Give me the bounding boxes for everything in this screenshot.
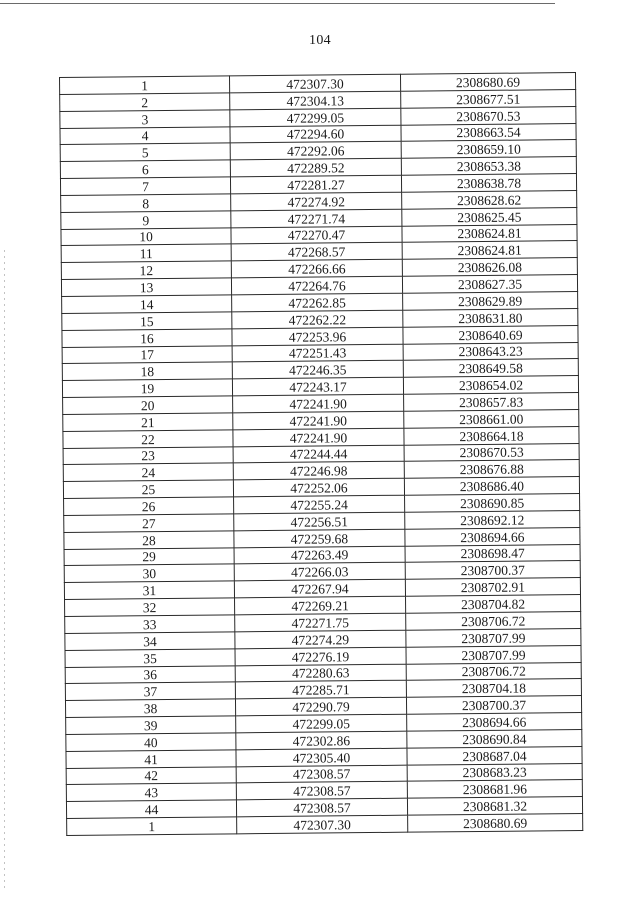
x-coordinate-cell: 472299.05 [230, 108, 401, 126]
page-number: 104 [309, 33, 331, 48]
point-number-cell: 17 [62, 345, 232, 363]
point-number-cell: 11 [61, 244, 231, 262]
point-number-cell: 37 [65, 682, 235, 700]
y-coordinate-cell: 2308704.82 [406, 595, 581, 614]
x-coordinate-cell: 472253.96 [232, 327, 403, 345]
x-coordinate-cell: 472307.30 [229, 74, 400, 92]
point-number-cell: 2 [60, 93, 230, 111]
x-coordinate-cell: 472274.92 [231, 192, 402, 210]
point-number-cell: 36 [65, 665, 235, 683]
x-coordinate-cell: 472285.71 [235, 681, 406, 699]
point-number-cell: 34 [65, 632, 235, 650]
x-coordinate-cell: 472241.90 [233, 411, 404, 429]
x-coordinate-cell: 472241.90 [233, 428, 404, 446]
y-coordinate-cell: 2308680.69 [400, 73, 575, 92]
point-number-cell: 8 [61, 194, 231, 212]
x-coordinate-cell: 472259.68 [234, 529, 405, 547]
x-coordinate-cell: 472246.35 [232, 361, 403, 379]
point-number-cell: 43 [66, 783, 236, 801]
x-coordinate-cell: 472289.52 [230, 158, 401, 176]
y-coordinate-cell: 2308629.89 [403, 292, 578, 311]
y-coordinate-cell: 2308640.69 [403, 325, 578, 344]
x-coordinate-cell: 472251.43 [232, 344, 403, 362]
point-number-cell: 29 [64, 547, 234, 565]
y-coordinate-cell: 2308659.10 [401, 140, 576, 159]
y-coordinate-cell: 2308649.58 [403, 359, 578, 378]
point-number-cell: 14 [62, 295, 232, 313]
x-coordinate-cell: 472307.30 [237, 815, 408, 833]
x-coordinate-cell: 472304.13 [230, 91, 401, 109]
scan-binding-edge [4, 250, 5, 890]
point-number-cell: 35 [65, 649, 235, 667]
point-number-cell: 23 [63, 446, 233, 464]
point-number-cell: 1 [67, 817, 237, 835]
point-number-cell: 39 [66, 716, 236, 734]
x-coordinate-cell: 472263.49 [234, 546, 405, 564]
y-coordinate-cell: 2308700.37 [405, 561, 580, 580]
y-coordinate-cell: 2308670.53 [404, 443, 579, 462]
x-coordinate-cell: 472305.40 [236, 748, 407, 766]
point-number-cell: 19 [62, 379, 232, 397]
point-number-cell: 9 [61, 211, 231, 229]
x-coordinate-cell: 472241.90 [233, 394, 404, 412]
y-coordinate-cell: 2308638.78 [401, 174, 576, 193]
point-number-cell: 21 [63, 413, 233, 431]
point-number-cell: 44 [66, 800, 236, 818]
point-number-cell: 7 [60, 177, 230, 195]
point-number-cell: 5 [60, 143, 230, 161]
x-coordinate-cell: 472246.98 [233, 462, 404, 480]
y-coordinate-cell: 2308704.18 [406, 679, 581, 698]
point-number-cell: 10 [61, 227, 231, 245]
y-coordinate-cell: 2308694.66 [405, 527, 580, 546]
y-coordinate-cell: 2308687.04 [407, 746, 582, 765]
x-coordinate-cell: 472276.19 [235, 647, 406, 665]
y-coordinate-cell: 2308690.85 [405, 494, 580, 513]
point-number-cell: 38 [65, 699, 235, 717]
point-number-cell: 33 [65, 615, 235, 633]
x-coordinate-cell: 472270.47 [231, 226, 402, 244]
point-number-cell: 32 [65, 598, 235, 616]
y-coordinate-cell: 2308625.45 [402, 207, 577, 226]
x-coordinate-cell: 472268.57 [231, 243, 402, 261]
y-coordinate-cell: 2308661.00 [404, 409, 579, 428]
point-number-cell: 31 [64, 581, 234, 599]
point-number-cell: 28 [64, 531, 234, 549]
y-coordinate-cell: 2308654.02 [403, 376, 578, 395]
y-coordinate-cell: 2308628.62 [402, 190, 577, 209]
coordinates-table-body [60, 73, 583, 836]
y-coordinate-cell: 2308670.53 [401, 106, 576, 125]
y-coordinate-cell: 2308706.72 [406, 662, 581, 681]
y-coordinate-cell: 2308700.37 [406, 696, 581, 715]
x-coordinate-cell: 472244.44 [233, 445, 404, 463]
point-number-cell: 1 [60, 76, 230, 94]
point-number-cell: 27 [64, 514, 234, 532]
x-coordinate-cell: 472308.57 [236, 765, 407, 783]
point-number-cell: 18 [62, 362, 232, 380]
x-coordinate-cell: 472294.60 [230, 125, 401, 143]
y-coordinate-cell: 2308681.32 [407, 797, 582, 816]
y-coordinate-cell: 2308653.38 [401, 157, 576, 176]
point-number-cell: 30 [64, 564, 234, 582]
x-coordinate-cell: 472302.86 [236, 731, 407, 749]
y-coordinate-cell: 2308692.12 [405, 510, 580, 529]
point-number-cell: 25 [63, 480, 233, 498]
x-coordinate-cell: 472290.79 [235, 697, 406, 715]
point-number-cell: 41 [66, 750, 236, 768]
coordinates-table [59, 72, 583, 836]
x-coordinate-cell: 472280.63 [235, 664, 406, 682]
point-number-cell: 24 [63, 463, 233, 481]
y-coordinate-cell: 2308702.91 [405, 578, 580, 597]
point-number-cell: 13 [61, 278, 231, 296]
x-coordinate-cell: 472266.66 [231, 259, 402, 277]
x-coordinate-cell: 472264.76 [231, 276, 402, 294]
top-edge-rule [0, 3, 555, 4]
x-coordinate-cell: 472292.06 [230, 142, 401, 160]
x-coordinate-cell: 472271.75 [235, 613, 406, 631]
point-number-cell: 20 [63, 396, 233, 414]
x-coordinate-cell: 472308.57 [236, 782, 407, 800]
x-coordinate-cell: 472243.17 [232, 377, 403, 395]
y-coordinate-cell: 2308707.99 [406, 645, 581, 664]
point-number-cell: 6 [60, 160, 230, 178]
y-coordinate-cell: 2308677.51 [401, 89, 576, 108]
x-coordinate-cell: 472252.06 [233, 478, 404, 496]
y-coordinate-cell: 2308690.84 [407, 729, 582, 748]
y-coordinate-cell: 2308664.18 [404, 426, 579, 445]
y-coordinate-cell: 2308694.66 [407, 713, 582, 732]
y-coordinate-cell: 2308627.35 [402, 275, 577, 294]
y-coordinate-cell: 2308707.99 [406, 628, 581, 647]
point-number-cell: 16 [62, 329, 232, 347]
y-coordinate-cell: 2308631.80 [403, 308, 578, 327]
point-number-cell: 22 [63, 430, 233, 448]
x-coordinate-cell: 472266.03 [234, 563, 405, 581]
y-coordinate-cell: 2308626.08 [402, 258, 577, 277]
point-number-cell: 15 [62, 312, 232, 330]
y-coordinate-cell: 2308676.88 [404, 460, 579, 479]
point-number-cell: 3 [60, 110, 230, 128]
y-coordinate-cell: 2308698.47 [405, 544, 580, 563]
x-coordinate-cell: 472308.57 [236, 798, 407, 816]
x-coordinate-cell: 472256.51 [234, 512, 405, 530]
y-coordinate-cell: 2308624.81 [402, 241, 577, 260]
y-coordinate-cell: 2308663.54 [401, 123, 576, 142]
x-coordinate-cell: 472299.05 [236, 714, 407, 732]
x-coordinate-cell: 472267.94 [234, 580, 405, 598]
x-coordinate-cell: 472274.29 [235, 630, 406, 648]
y-coordinate-cell: 2308681.96 [407, 780, 582, 799]
x-coordinate-cell: 472262.85 [232, 293, 403, 311]
point-number-cell: 4 [60, 126, 230, 144]
y-coordinate-cell: 2308686.40 [404, 477, 579, 496]
y-coordinate-cell: 2308657.83 [404, 393, 579, 412]
table-row [67, 814, 583, 836]
point-number-cell: 42 [66, 766, 236, 784]
x-coordinate-cell: 472255.24 [234, 495, 405, 513]
x-coordinate-cell: 472281.27 [230, 175, 401, 193]
y-coordinate-cell: 2308683.23 [407, 763, 582, 782]
point-number-cell: 26 [64, 497, 234, 515]
point-number-cell: 12 [61, 261, 231, 279]
point-number-cell: 40 [66, 733, 236, 751]
y-coordinate-cell: 2308643.23 [403, 342, 578, 361]
x-coordinate-cell: 472271.74 [231, 209, 402, 227]
y-coordinate-cell: 2308680.69 [408, 814, 583, 833]
x-coordinate-cell: 472262.22 [232, 310, 403, 328]
y-coordinate-cell: 2308706.72 [406, 612, 581, 631]
y-coordinate-cell: 2308624.81 [402, 224, 577, 243]
x-coordinate-cell: 472269.21 [235, 596, 406, 614]
